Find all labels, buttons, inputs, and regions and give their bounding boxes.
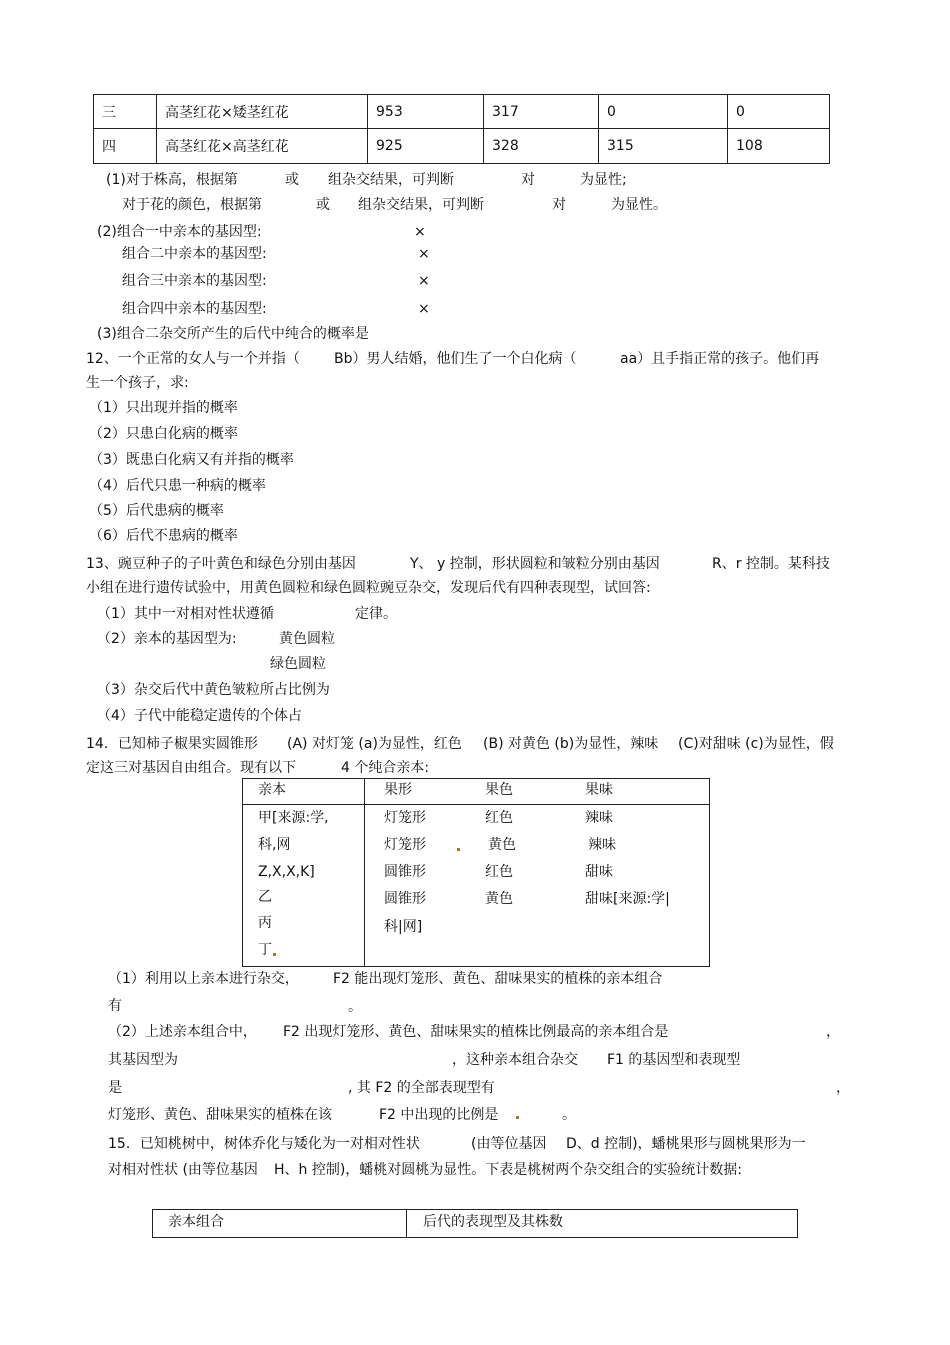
q12-item: （6）后代不患病的概率 <box>89 528 238 544</box>
q12-item: （1）只出现并指的概率 <box>89 400 238 416</box>
q11-genotype-line: 组合三中亲本的基因型: <box>122 273 267 289</box>
q14-text: 有 <box>108 998 122 1014</box>
q12-item: （4）后代只患一种病的概率 <box>89 478 266 494</box>
q14-text: （2）上述亲本组合中， <box>108 1024 257 1040</box>
q12-item: （5）后代患病的概率 <box>89 503 224 519</box>
shape-cell: 科|网] <box>384 919 423 935</box>
table-header: 果色 <box>485 782 513 798</box>
parent-cell: 丁 <box>258 942 272 958</box>
q14-text: ，这种亲本组合杂交 <box>452 1052 578 1068</box>
q13-text: 13、豌豆种子的子叶黄色和绿色分别由基因 <box>86 556 356 572</box>
q15-text: H、h 控制)，蟠桃对圆桃为显性。下表是桃树两个杂交组合的实验统计数据: <box>274 1162 743 1178</box>
q13-item: 绿色圆粒 <box>270 656 326 672</box>
q11-genotype-line: 组合二中亲本的基因型: <box>122 246 267 262</box>
q11-genotype-line: 组合四中亲本的基因型: <box>122 301 267 317</box>
table-cell: 953 <box>368 95 484 129</box>
parent-cell: 甲[来源:学, <box>258 810 329 826</box>
table-divider <box>242 804 709 805</box>
q11-text: 或 <box>285 172 299 188</box>
shape-cell: 灯笼形 <box>384 837 426 853</box>
parent-cell: 乙 <box>258 889 272 905</box>
table-row <box>94 95 830 129</box>
q13-item: 黄色圆粒 <box>279 631 335 647</box>
q12-text: 12、一个正常的女人与一个并指（ <box>86 351 300 367</box>
cross-symbol: × <box>414 224 426 240</box>
q15-text: 对相对性状 (由等位基因 <box>108 1162 258 1178</box>
table-cell: 0 <box>728 95 830 129</box>
q12-text: 生一个孩子，求: <box>86 375 189 391</box>
q14-text: F1 的基因型和表现型 <box>607 1052 741 1068</box>
cross-symbol: × <box>418 246 430 262</box>
q14-text: ， <box>836 1080 850 1096</box>
q14-text: 是 <box>108 1080 122 1096</box>
q14-text: F2 能出现灯笼形、黄色、甜味果实的植株的亲本组合 <box>333 971 663 987</box>
color-cell: 黄色 <box>488 837 516 853</box>
speck-mark <box>516 1116 519 1119</box>
q14-text: 。 <box>348 999 362 1015</box>
q14-text: F2 出现灯笼形、黄色、甜味果实的植株比例最高的亲本组合是 <box>283 1024 669 1040</box>
q14-text: 14．已知柿子椒果实圆锥形 <box>86 736 258 752</box>
table-header: 果形 <box>384 782 412 798</box>
parent-cell: 科,网 <box>258 837 291 853</box>
q13-item: （4）子代中能稳定遗传的个体占 <box>97 708 302 724</box>
cross-results-table <box>93 94 830 164</box>
table-header: 亲本组合 <box>168 1214 224 1230</box>
table-cell: 328 <box>484 129 599 164</box>
q13-item: （2）亲本的基因型为: <box>97 631 237 647</box>
q14-text: , 其 F2 的全部表现型有 <box>348 1080 495 1096</box>
taste-cell: 甜味 <box>585 864 613 880</box>
q11-text: 为显性; <box>580 172 627 188</box>
q13-text: R、r 控制。某科技 <box>712 556 830 572</box>
q14-text: F2 中出现的比例是 <box>379 1107 499 1123</box>
table-cell: 0 <box>599 95 728 129</box>
table-header: 后代的表现型及其株数 <box>423 1214 563 1230</box>
q13-item: （1）其中一对相对性状遵循 <box>97 606 274 622</box>
q11-text: 对于花的颜色，根据第 <box>122 197 262 213</box>
q11-genotype-line: (2)组合一中亲本的基因型: <box>97 224 262 240</box>
q14-text: (B) 对黄色 (b)为显性，辣味 <box>483 736 659 752</box>
q14-text: 4 个纯合亲本: <box>341 760 430 776</box>
q14-text: (A) 对灯笼 (a)为显性，红色 <box>287 736 462 752</box>
table-header: 果味 <box>585 782 613 798</box>
q14-text: 。 <box>562 1107 576 1123</box>
q11-text: 对 <box>521 172 535 188</box>
table-cell: 高茎红花×矮茎红花 <box>157 95 368 129</box>
table-cell: 高茎红花×高茎红花 <box>157 129 368 164</box>
parent-cell: 丙 <box>258 915 272 931</box>
table-cell: 108 <box>728 129 830 164</box>
shape-cell: 圆锥形 <box>384 864 426 880</box>
table-divider <box>406 1209 407 1237</box>
q12-text: Bb）男人结婚，他们生了一个白化病（ <box>334 351 577 367</box>
shape-cell: 灯笼形 <box>384 810 426 826</box>
q13-text: Y、 y 控制，形状圆粒和皱粒分别由基因 <box>410 556 660 572</box>
q14-text: (C)对甜味 (c)为显性，假 <box>678 736 834 752</box>
color-cell: 红色 <box>485 810 513 826</box>
q13-text: 小组在进行遗传试验中，用黄色圆粒和绿色圆粒豌豆杂交，发现后代有四种表现型，试回答: <box>86 580 651 596</box>
q11-text: 对 <box>552 197 566 213</box>
q13-item: 定律。 <box>355 606 397 622</box>
q11-text: 组杂交结果，可判断 <box>328 172 454 188</box>
q12-text: aa）且手指正常的孩子。他们再 <box>620 351 820 367</box>
table-cell: 三 <box>94 95 157 129</box>
q12-item: （3）既患白化病又有并指的概率 <box>89 452 294 468</box>
table-divider <box>364 778 365 966</box>
q12-item: （2）只患白化病的概率 <box>89 426 238 442</box>
taste-cell: 甜味[来源:学| <box>585 891 670 907</box>
table-cell: 四 <box>94 129 157 164</box>
q11-text: (1)对于株高，根据第 <box>106 172 238 188</box>
q15-text: (由等位基因 <box>471 1136 547 1152</box>
q11-text: 为显性。 <box>611 197 667 213</box>
color-cell: 红色 <box>485 864 513 880</box>
q11-text: 组杂交结果，可判断 <box>358 197 484 213</box>
taste-cell: 辣味 <box>588 837 616 853</box>
q14-text: 定这三对基因自由组合。现有以下 <box>86 760 296 776</box>
q11-text: 或 <box>316 197 330 213</box>
speck-mark <box>273 953 276 956</box>
table-cell: 315 <box>599 129 728 164</box>
q13-item: （3）杂交后代中黄色皱粒所占比例为 <box>97 682 330 698</box>
q14-text: ， <box>826 1024 840 1040</box>
taste-cell: 辣味 <box>585 810 613 826</box>
q11-part3: (3)组合二杂交所产生的后代中纯合的概率是 <box>97 326 369 342</box>
table-header: 亲本 <box>258 782 286 798</box>
cross-symbol: × <box>418 301 430 317</box>
q15-text: 15．已知桃树中，树体乔化与矮化为一对相对性状 <box>108 1136 420 1152</box>
speck-mark <box>457 848 460 851</box>
table-row <box>94 129 830 164</box>
shape-cell: 圆锥形 <box>384 891 426 907</box>
parent-cell: Z,X,X,K] <box>258 864 315 880</box>
q14-text: （1）利用以上亲本进行杂交， <box>108 971 299 987</box>
table-cell: 317 <box>484 95 599 129</box>
q15-text: D、d 控制)，蟠桃果形与圆桃果形为一 <box>566 1136 806 1152</box>
cross-symbol: × <box>418 273 430 289</box>
q14-text: 灯笼形、黄色、甜味果实的植株在该 <box>108 1107 332 1123</box>
q14-text: 其基因型为 <box>108 1052 178 1068</box>
table-cell: 925 <box>368 129 484 164</box>
color-cell: 黄色 <box>485 891 513 907</box>
